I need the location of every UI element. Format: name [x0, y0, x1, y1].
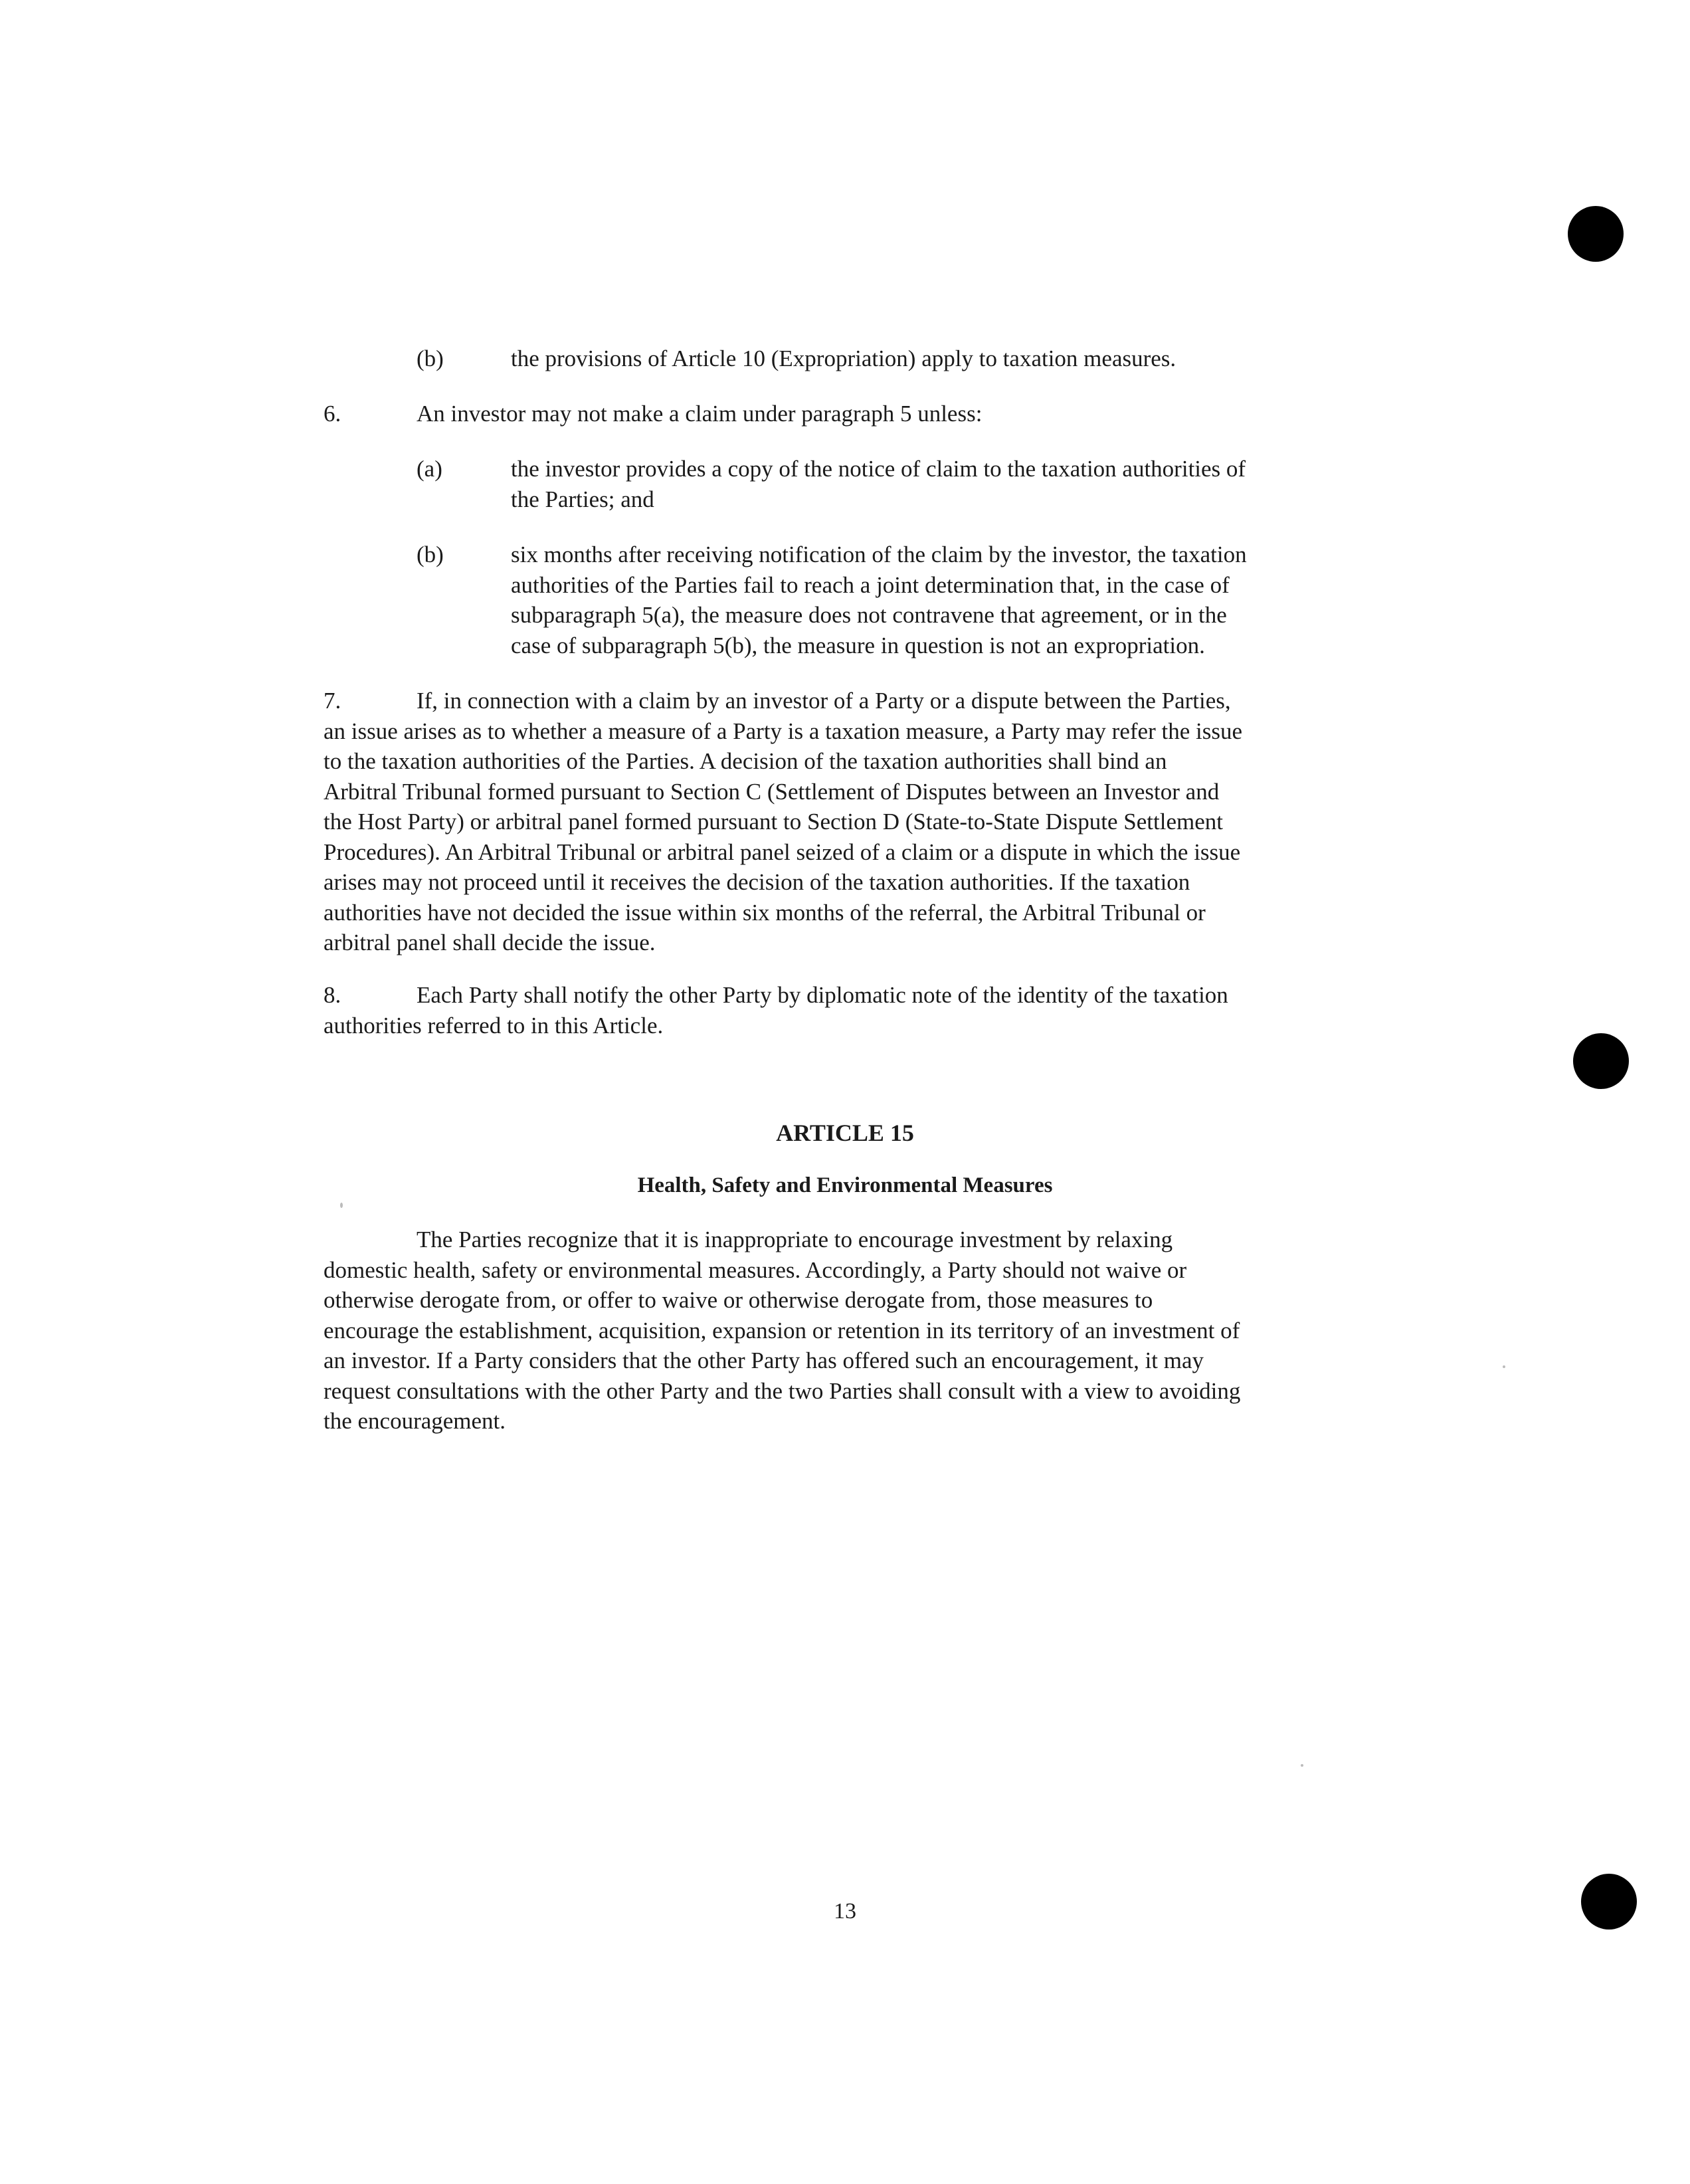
text-line: domestic health, safety or environmental measures. Accordingly, a Party should not waive or: [324, 1256, 1187, 1283]
article-title: ARTICLE 15: [776, 1120, 914, 1146]
para6-b-text: [511, 540, 1247, 660]
scan-speck: [1301, 1764, 1303, 1767]
text-line: the investor provides a copy of the notice of claim to the taxation authorities of: [511, 456, 1246, 482]
para5-b-label: (b): [417, 346, 444, 371]
text-line: Arbitral Tribunal formed pursuant to Section C (Settlement of Disputes between an Investor and: [324, 778, 1220, 805]
text-line: arbitral panel shall decide the issue.: [324, 930, 656, 955]
page-number: 13: [834, 1899, 856, 1924]
text-line: otherwise derogate from, or offer to waive or otherwise derogate from, those measures to: [324, 1287, 1153, 1313]
para8-body: [324, 1011, 663, 1041]
para5-b-text: the provisions of Article 10 (Expropriation) apply to taxation measures.: [511, 346, 1176, 371]
text-line: an investor. If a Party considers that the other Party has offered such an encouragement, it may: [324, 1347, 1204, 1373]
para8-number: 8.: [324, 982, 341, 1008]
text-line: Procedures). An Arbitral Tribunal or arbitral panel seized of a claim or a dispute in which the issue: [324, 839, 1241, 865]
text-line: the Parties; and: [511, 486, 654, 512]
para8-first-line: Each Party shall notify the other Party by diplomatic note of the identity of the taxation: [417, 982, 1228, 1008]
text-line: an issue arises as to whether a measure of a Party is a taxation measure, a Party may refer the issue: [324, 718, 1242, 744]
text-line: six months after receiving notification of the claim by the investor, the taxation: [511, 542, 1247, 567]
text-line: authorities referred to in this Article.: [324, 1012, 664, 1039]
text-line: case of subparagraph 5(b), the measure in question is not an expropriation.: [511, 632, 1205, 658]
para7-number: 7.: [324, 688, 341, 714]
punch-hole-top: [1568, 206, 1624, 262]
punch-hole-middle: [1573, 1033, 1629, 1089]
para7-first-line: If, in connection with a claim by an investor of a Party or a dispute between the Parties,: [417, 688, 1231, 714]
para6-intro: An investor may not make a claim under paragraph 5 unless:: [417, 401, 983, 427]
article-body: [324, 1255, 1240, 1437]
text-line: the encouragement.: [324, 1408, 506, 1434]
article-subtitle: Health, Safety and Environmental Measures: [637, 1173, 1053, 1197]
scan-speck: [340, 1203, 343, 1208]
text-line: subparagraph 5(a), the measure does not contravene that agreement, or in the: [511, 602, 1227, 628]
para6-a-label: (a): [417, 456, 442, 482]
text-line: arises may not proceed until it receives the decision of the taxation authorities. If the taxation: [324, 869, 1190, 895]
text-line: authorities of the Parties fail to reach a joint determination that, in the case of: [511, 571, 1230, 598]
article-first-line: The Parties recognize that it is inappropriate to encourage investment by relaxing: [417, 1227, 1173, 1252]
para7-body: [324, 716, 1242, 958]
text-line: encourage the establishment, acquisition, expansion or retention in its territory of an investment of: [324, 1317, 1240, 1343]
para6-b-label: (b): [417, 542, 444, 567]
text-line: authorities have not decided the issue within six months of the referral, the Arbitral Tribunal or: [324, 899, 1206, 926]
para6-number: 6.: [324, 401, 341, 427]
scan-speck: [1503, 1365, 1505, 1368]
text-line: to the taxation authorities of the Parties. A decision of the taxation authorities shall bind an: [324, 748, 1167, 774]
text-line: request consultations with the other Party and the two Parties shall consult with a view to avoiding: [324, 1377, 1241, 1404]
text-line: the Host Party) or arbitral panel formed pursuant to Section D (State-to-State Dispute Settlement: [324, 809, 1223, 835]
para6-a-text: [511, 454, 1246, 514]
